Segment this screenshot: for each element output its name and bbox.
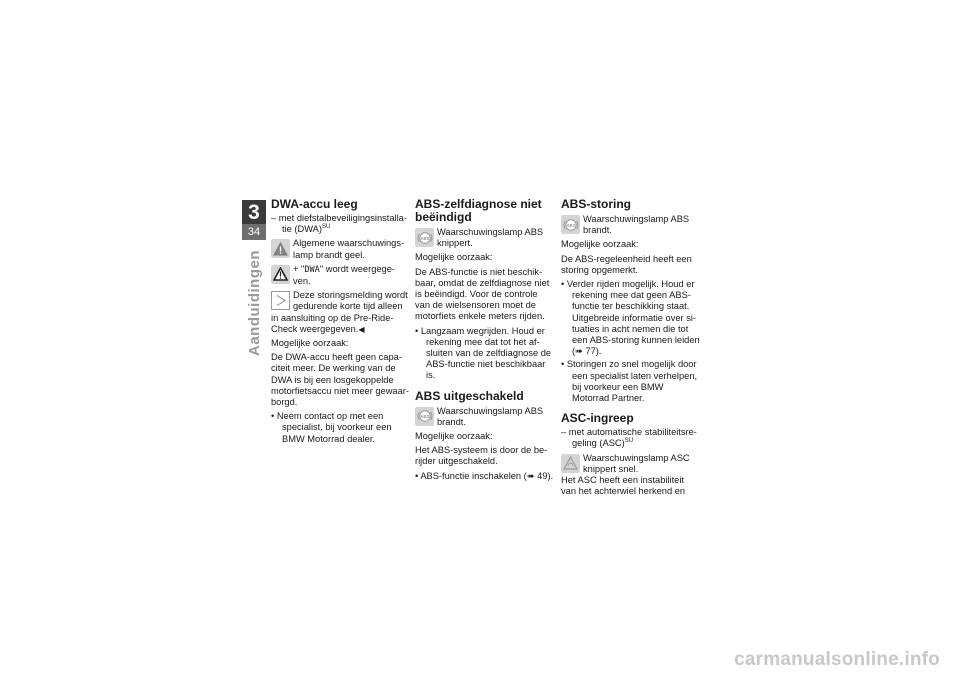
info-continued-text: in aansluiting op de Pre-Ride-Check weergegeven. [271,312,394,334]
watermark-text: carmanualsonline.info [734,649,940,670]
heading-dwa-accu-leeg: DWA-accu leeg [271,197,358,211]
cause-label: Mogelijke oorzaak: [561,239,639,250]
svg-text:ABS: ABS [419,413,430,419]
abs-lamp-icon [415,407,434,426]
cause-label: Mogelijke oorzaak: [415,252,493,263]
asc-body-text: Het ASC heeft een instabiliteit van het achterwiel herkend en [561,475,686,497]
heading-abs-zelfdiagnose: ABS-zelfdiagnose niet beëindigd [415,197,542,224]
warning-triangle-icon [271,265,290,284]
icon-row-abs-blinking [415,227,555,249]
dwa-display-text [293,264,411,287]
svg-text:ABS: ABS [419,235,430,241]
asc-blinking-text: Waarschuwingslamp ASC knippert snel. [583,452,690,474]
bullet-enable-abs: • ABS-functie inschakelen (➠ 49). [415,470,554,481]
bullet-contact-dealer: • Neem contact op met een specialist, bij voorkeur een BMW Motorrad dealer. [271,411,392,444]
icon-row-general-warning [271,238,411,260]
display-code: DWA [304,264,320,275]
abs-blinking-text: Waarschuwingslamp ABS knippert. [437,227,544,249]
cause-label: Mogelijke oorzaak: [271,338,349,349]
heading-abs-storing: ABS-storing [561,197,631,211]
warning-triangle-icon [271,239,290,258]
abs-lit-text: Waarschuwingslamp ABS brandt. [437,405,544,427]
bullet-ride-slowly: • Langzaam wegrijden. Houd er rekening mee dat tot het af-sluiten van de zelfdiagnose de ABS-functie niet beschikbaar is. [415,325,552,381]
condition-dwa [271,213,411,235]
svg-text:ABS: ABS [565,222,576,228]
sup-marker: SU [321,224,331,231]
info-text-continued [271,313,411,335]
condition-text: – met automatische stabiliteitsre-geling (ASC) [561,427,697,449]
cause-text: Het ABS-systeem is door de be-rijder uitgeschakeld. [415,445,548,467]
cause-label: Mogelijke oorzaak: [415,431,493,442]
cause-text: De DWA-accu heeft geen capa-citeit meer. De werking van de DWA is bij een losgekoppelde motorfietsaccu niet meer gewaar-borgd. [271,352,409,408]
icon-row-asc [561,453,701,475]
general-warning-text: Algemene waarschuwings-lamp brandt geel. [293,238,405,260]
condition-text: – met diefstalbeveiligingsinstalla-tie (DWA) [271,213,407,235]
cause-text: De ABS-regeleenheid heeft een storing opgemerkt. [561,253,692,275]
sup-marker: SU [624,438,634,445]
icon-row-info [271,290,411,312]
chapter-title: Aanduidingen [246,250,263,356]
abs-fault-text: Waarschuwingslamp ABS brandt. [583,214,690,236]
display-suffix: " wordt weergege-ven. [293,263,395,287]
page-number: 34 [242,224,266,240]
abs-lamp-icon [415,228,434,247]
end-mark: ◀ [358,324,365,334]
cause-text: De ABS-functie is niet beschik-baar, omdat de zelfdiagnose niet is beëindigd. Voor de controle van de wielsensoren moet de motorfiets enkele meters rijden. [415,266,550,322]
bullet-continue-riding: • Verder rijden mogelijk. Houd er rekening mee dat geen ABS-functie ter beschikking staat. Uitgebreide informatie over si-tuaties in acht nemen die tot een ABS-storing kunnen leiden (➠ 77). [561,279,700,357]
chapter-number: 3 [242,200,266,224]
display-prefix: + " [293,263,305,274]
heading-abs-uitgeschakeld: ABS uitgeschakeld [415,388,524,403]
column-abs-selftest [415,198,555,484]
abs-lamp-icon [561,215,580,234]
info-play-icon [271,291,290,310]
heading-asc-ingreep: ASC-ingreep [561,411,634,426]
bullet-repair-faults: • Storingen zo snel mogelijk door een specialist laten verhelpen, bij voorkeur een BMW Motorrad Partner. [561,359,698,404]
icon-row-dwa-display [271,264,411,287]
asc-triangle-icon [561,454,580,473]
column-dwa [271,198,411,447]
condition-asc [561,427,701,449]
icon-row-abs-fault [561,214,701,236]
column-abs-fault [561,198,701,500]
info-text: Deze storingsmelding wordt gedurende korte tijd alleen [293,290,408,312]
icon-row-abs-lit [415,406,555,428]
